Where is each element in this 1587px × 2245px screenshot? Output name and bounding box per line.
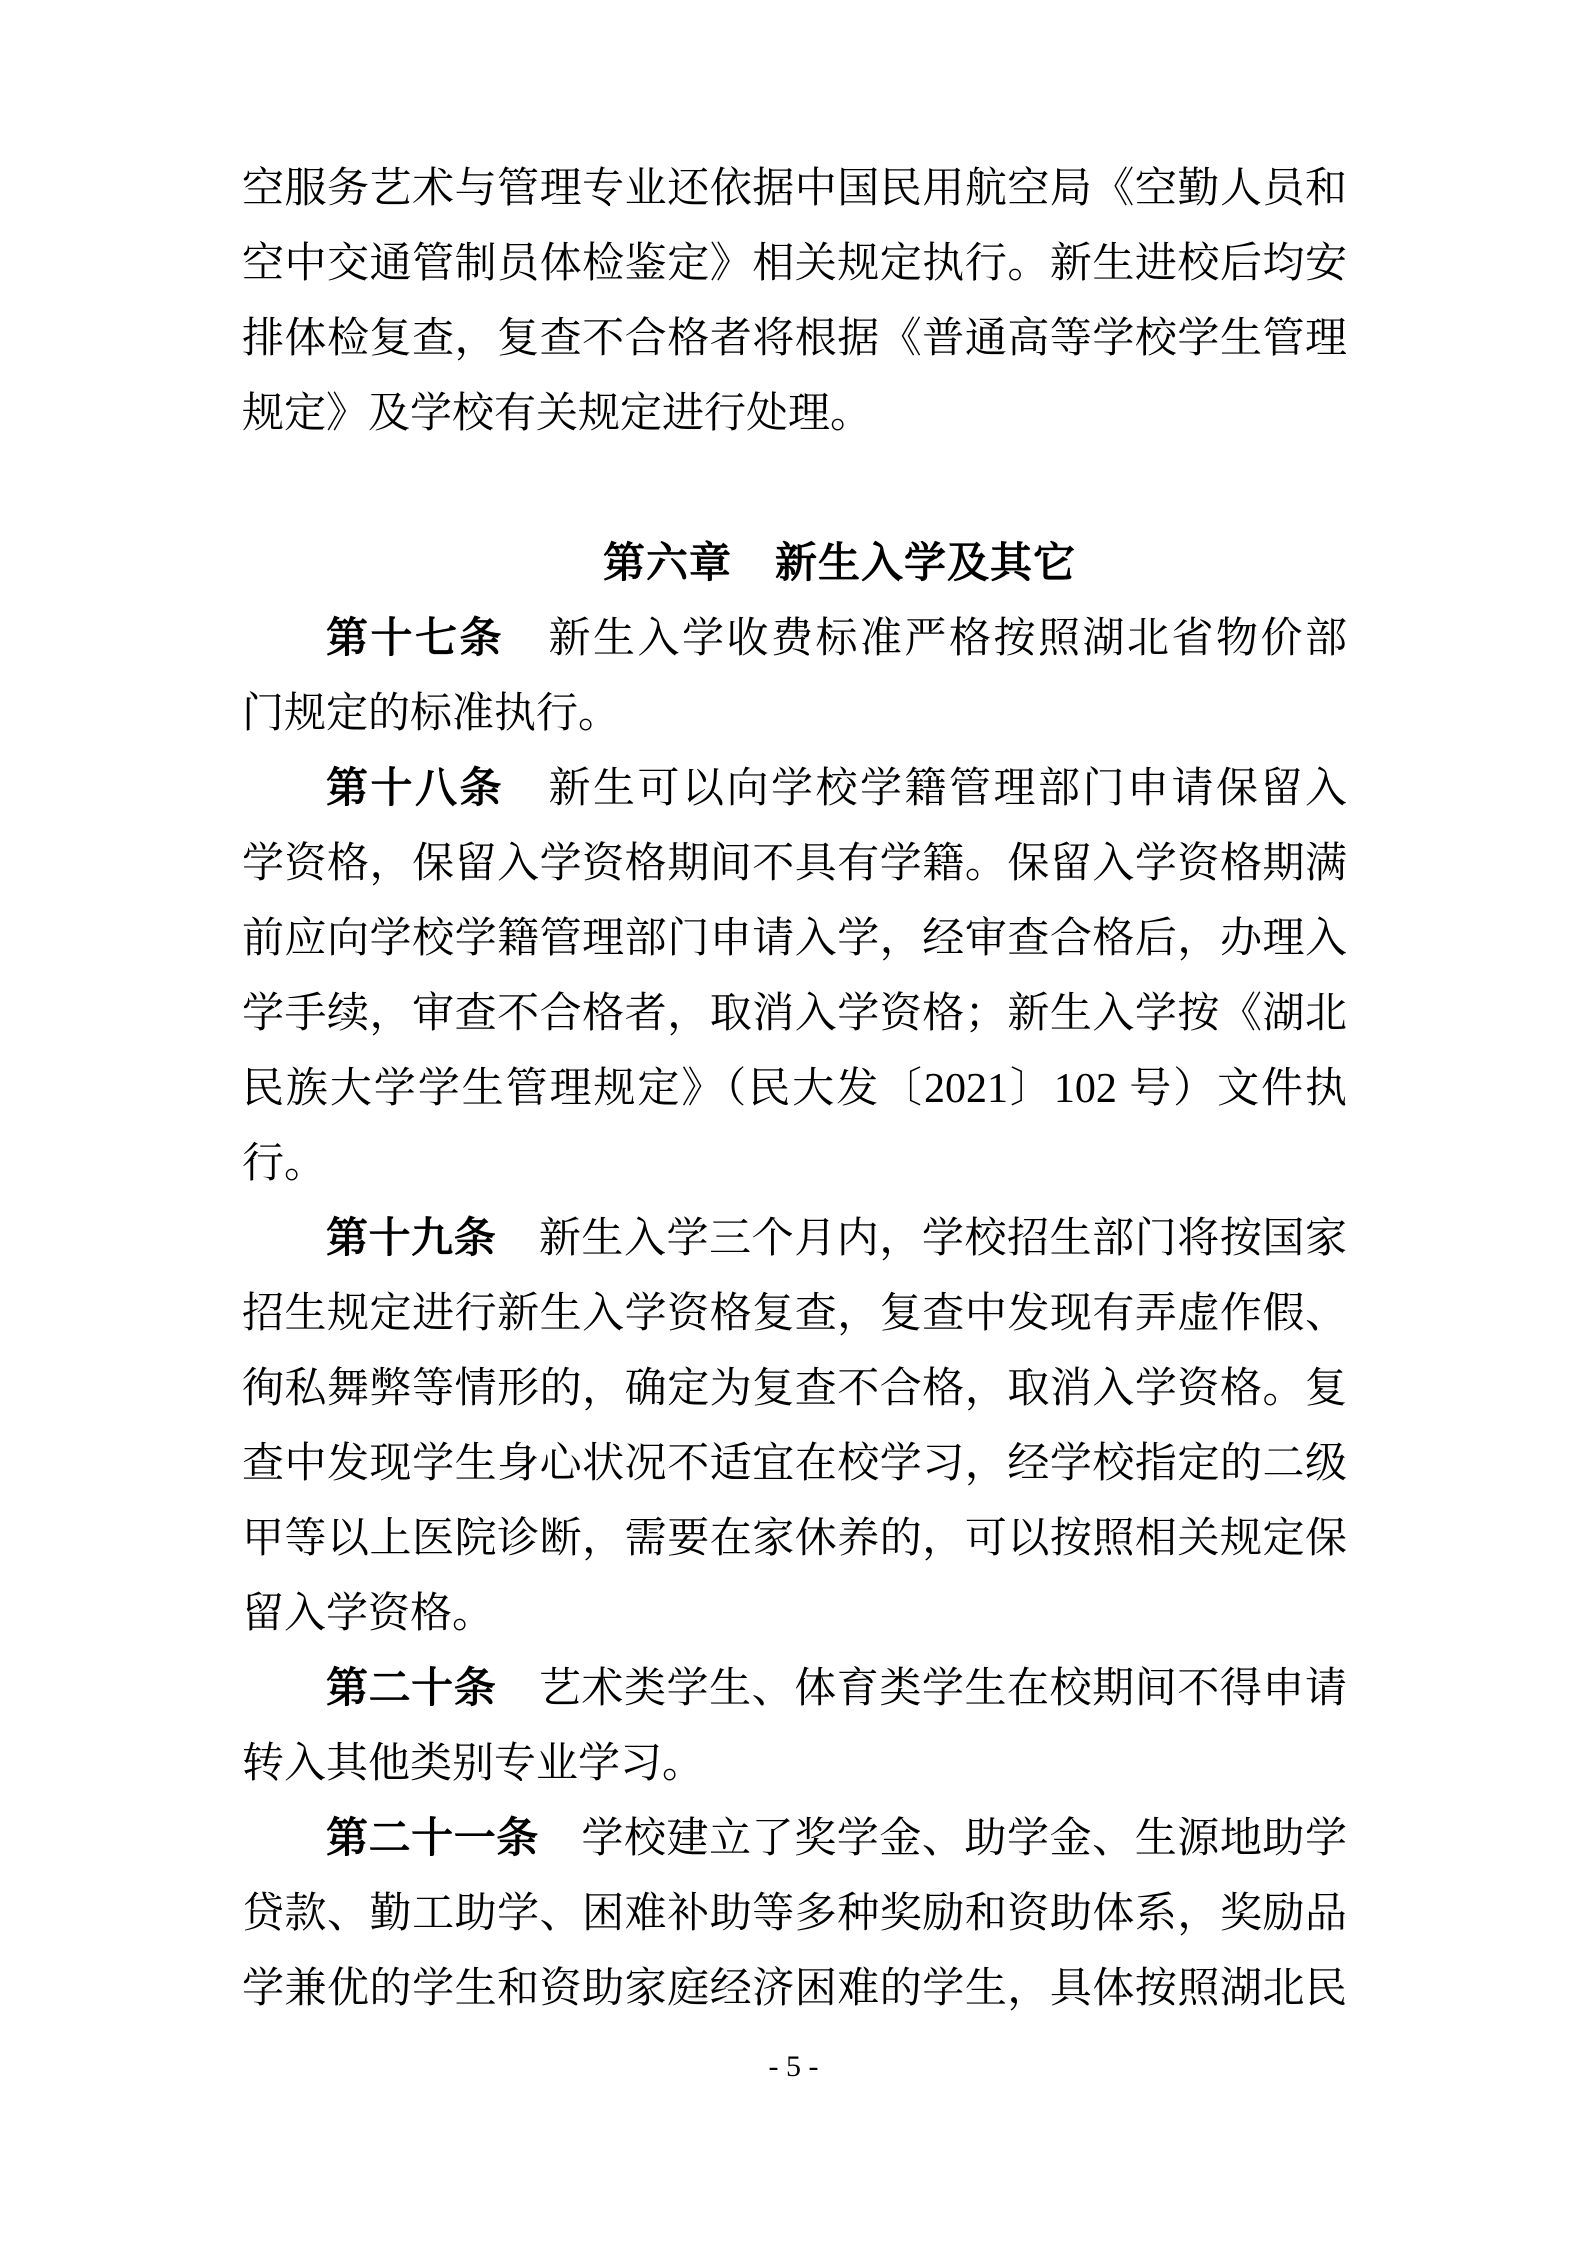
text-line — [242, 1877, 1347, 1952]
text-segment: 前应向学校学籍管理部门申请入学，经审查合格后，办理入 — [242, 916, 1347, 962]
text-line — [242, 902, 1347, 977]
text-segment: 学校建立了奖学金、助学金、生源地助学 — [538, 1816, 1347, 1862]
text-line — [242, 1952, 1347, 2027]
paragraph — [242, 602, 1347, 752]
article-number: 第二十条 — [326, 1666, 497, 1712]
text-segment: 行。 — [242, 1141, 327, 1187]
text-line — [242, 1127, 1347, 1202]
article-number: 第十九条 — [326, 1216, 497, 1262]
text-line — [242, 1502, 1347, 1577]
article-number: 第十八条 — [326, 766, 504, 812]
text-line — [242, 1427, 1347, 1502]
text-line — [242, 1727, 1347, 1802]
text-segment: 转入其他类别专业学习。 — [242, 1741, 705, 1787]
text-segment: 学资格，保留入学资格期间不具有学籍。保留入学资格期满 — [242, 841, 1347, 887]
text-segment: 新生入学收费标准严格按照湖北省物价部 — [504, 616, 1347, 662]
text-segment: 甲等以上医院诊断，需要在家休养的，可以按照相关规定保 — [242, 1516, 1347, 1562]
text-line — [242, 1577, 1347, 1652]
paragraph — [242, 1652, 1347, 1802]
text-line — [242, 1052, 1347, 1127]
text-segment: 学手续，审查不合格者，取消入学资格；新生入学按《湖北 — [242, 991, 1347, 1037]
text-line — [242, 677, 1347, 752]
text-line — [242, 152, 1347, 227]
article-line — [242, 1802, 1347, 1877]
text-segment: 留入学资格。 — [242, 1591, 495, 1637]
text-line — [242, 227, 1347, 302]
text-line — [242, 977, 1347, 1052]
article-line — [242, 1202, 1347, 1277]
text-segment: 艺术类学生、体育类学生在校期间不得申请 — [496, 1666, 1347, 1712]
text-line — [242, 827, 1347, 902]
text-line — [242, 1352, 1347, 1427]
text-segment: 贷款、勤工助学、困难补助等多种奖励和资助体系，奖励品 — [242, 1891, 1347, 1937]
paragraph — [242, 152, 1347, 452]
text-segment: 民族大学学生管理规定》（民大发〔2021〕102 号）文件执 — [242, 1066, 1347, 1112]
text-segment: 空中交通管制员体检鉴定》相关规定执行。新生进校后均安 — [242, 241, 1347, 287]
article-number: 第二十一条 — [326, 1816, 539, 1862]
text-segment: 招生规定进行新生入学资格复查，复查中发现有弄虚作假、 — [242, 1291, 1347, 1337]
paragraph — [242, 1802, 1347, 2027]
article-line — [242, 752, 1347, 827]
text-segment: 规定》及学校有关规定进行处理。 — [242, 391, 873, 437]
chapter-heading: 第六章 新生入学及其它 — [602, 541, 1076, 587]
text-segment: 新生可以向学校学籍管理部门申请保留入 — [504, 766, 1347, 812]
text-segment: 空服务艺术与管理专业还依据中国民用航空局《空勤人员和 — [242, 166, 1347, 212]
text-line — [242, 302, 1347, 377]
text-line — [242, 377, 1347, 452]
text-segment: 门规定的标准执行。 — [242, 691, 621, 737]
text-line — [242, 1277, 1347, 1352]
article-number: 第十七条 — [326, 616, 504, 662]
text-segment: 徇私舞弊等情形的，确定为复查不合格，取消入学资格。复 — [242, 1366, 1347, 1412]
text-segment: 学兼优的学生和资助家庭经济困难的学生，具体按照湖北民 — [242, 1966, 1347, 2012]
document-body — [242, 152, 1347, 2027]
text-segment: 查中发现学生身心状况不适宜在校学习，经学校指定的二级 — [242, 1441, 1347, 1487]
page-number: - 5 - — [768, 2050, 819, 2083]
article-line — [242, 602, 1347, 677]
text-segment: 排体检复查，复查不合格者将根据《普通高等学校学生管理 — [242, 316, 1347, 362]
paragraph — [242, 1202, 1347, 1652]
paragraph — [242, 752, 1347, 1202]
article-line — [242, 1652, 1347, 1727]
text-segment: 新生入学三个月内，学校招生部门将按国家 — [496, 1216, 1347, 1262]
